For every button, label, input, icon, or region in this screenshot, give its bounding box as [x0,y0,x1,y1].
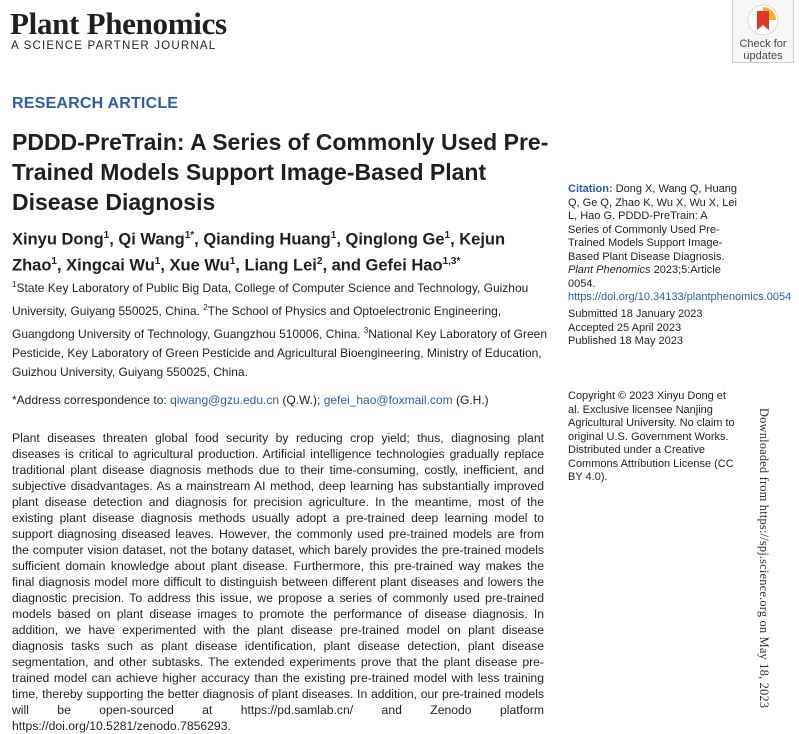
download-watermark [753,408,773,709]
author-affiliation-sup: 1 [330,230,337,241]
author-separator: , [194,230,204,249]
copyright-notice: Copyright © 2023 Xinyu Dong et al. Exclusive licensee Nanjing Agricultural University. No claim to original U.S. Government Works. Distributed under a Creative Commons Attribution License (CC BY 4.0). [568,390,735,483]
journal-title: Plant Phenomics [10,6,227,41]
affiliation-sup: 3 [363,326,369,335]
citation-tail: 2023;5:Article 0054. [568,264,721,290]
abstract: Plant diseases threaten global food security by reducing crop yield; thus, diagnosing plant diseases is critical to agricultural production. Artificial intelligence technologies gradually replace traditional plant disease diagnosis methods due to their time-consuming, costly, inefficient, and subjective disadvantages. As a mainstream AI method, deep learning has substantially improved plant disease detection and diagnosis for precision agriculture. In the meantime, most of the existing plant disease diagnosis methods usually adopt a pre-trained deep learning model to support diagnosing diseased leaves. However, the commonly used pre-trained models are from the computer vision dataset, not the botany dataset, which barely provides the pre-trained models sufficient domain knowledge about plant disease. Furthermore, this pre-trained way makes the final diagnosis model more difficult to distinguish between different plant diseases and lowers the diagnostic precision. To address this issue, we propose a series of commonly used pre-trained models based on plant disease images to promote the performance of disease diagnosis. In addition, we have experimented with the plant disease pre-trained model on plant disease diagnosis tasks such as plant disease identification, plant disease detection, plant disease segmentation, and other subtasks. The extended experiments prove that the plant disease pre-trained model can achieve higher accuracy than the existing pre-trained model with less training time, thereby supporting the better diagnosis of plant diseases. In addition, our pre-trained models will be open-sourced at https://pd.samlab.cn/ and Zenodo platform https://doi.org/10.5281/zenodo.7856293. [12,431,544,733]
affiliations [12,275,552,382]
address-prefix: *Address correspondence to: [12,393,171,407]
author-separator: , [160,256,170,274]
badge-line-1: Check for [739,38,787,50]
publication-dates [568,308,738,349]
author-name: Kejun Zhao [12,230,506,274]
article-type: RESEARCH ARTICLE [12,95,179,112]
author-affiliation-sup: 2 [316,255,323,267]
author-separator: , [235,256,245,274]
date-accepted: Accepted 25 April 2023 [568,321,682,334]
badge-line-2: updates [743,50,783,62]
date-published: Published 18 May 2023 [568,335,683,347]
author-affiliation-sup: 1 [51,255,57,267]
journal-subtitle: A SCIENCE PARTNER JOURNAL [11,40,217,52]
article-title: PDDD-PreTrain: A Series of Commonly Used Pre-Trained Models Support Image-Based Plant Disease Diagnosis [12,129,549,215]
author-name: Qianding Huang [203,230,331,249]
author-separator: , [56,256,67,274]
author-name: Liang Lei [244,256,317,274]
author-name: Qi Wang [118,230,185,249]
author-affiliation-sup: 1* [184,230,195,241]
download-note: Downloaded from https://spj.science.org on May 18, 2023 [757,408,771,709]
author-separator: , [109,230,119,249]
author-separator: , and [322,256,366,274]
email-link-gefei[interactable]: gefei_hao@foxmail.com [323,393,453,407]
correspondence-address [12,392,572,408]
author-affiliation-sup: 1,3* [442,255,461,267]
affiliation-sup: 2 [203,303,208,312]
author-affiliation-sup: 1 [103,230,110,241]
address-suffix: (G.H.) [452,393,489,407]
affiliation-text: National Key Laboratory of Green Pesticide, Key Laboratory of Green Pesticide and Agricultural Bioengineering, Ministry of Education, Guizhou University, Guiyang 550025, China. [12,327,548,379]
author-list [12,225,552,276]
author-name: Xue Wu [169,256,230,274]
citation-text: Dong X, Wang Q, Huang Q, Ge Q, Zhao K, Wu X, Wu X, Lei L, Hao G. PDDD-PreTrain: A Series of Commonly Used Pre-Trained Models Support Image-Based Plant Disease Diagnosis. [568,183,737,263]
citation-doi-link[interactable]: https://doi.org/10.34133/plantphenomics.0054 [568,291,792,303]
author-separator: , [450,230,460,249]
author-affiliation-sup: 1 [444,230,451,241]
author-name: Qinglong Ge [345,230,445,249]
date-submitted: Submitted 18 January 2023 [568,308,703,320]
check-for-updates-icon [746,3,780,37]
email-link-qiwang[interactable]: qiwang@gzu.edu.cn [170,393,280,407]
affiliation-text: The School of Physics and Optoelectronic Engineering, Guangdong University of Technology, Guangzhou 510006, China. [12,304,502,341]
affiliation-text: State Key Laboratory of Public Big Data, College of Computer Science and Technology, Guizhou University, Guiyang 550025, China. [12,281,529,318]
citation-block [568,183,792,305]
citation-label: Citation: [568,183,613,195]
author-name: Gefei Hao [365,256,443,274]
author-name: Xingcai Wu [66,256,155,274]
check-for-updates-badge[interactable] [732,0,794,63]
address-mid: (Q.W.); [279,393,324,407]
author-name: Xinyu Dong [12,230,104,249]
citation-journal: Plant Phenomics [568,264,651,276]
author-affiliation-sup: 1 [229,255,236,267]
author-affiliation-sup: 1 [154,255,161,267]
affiliation-sup: 1 [12,280,17,289]
author-separator: , [336,230,346,249]
